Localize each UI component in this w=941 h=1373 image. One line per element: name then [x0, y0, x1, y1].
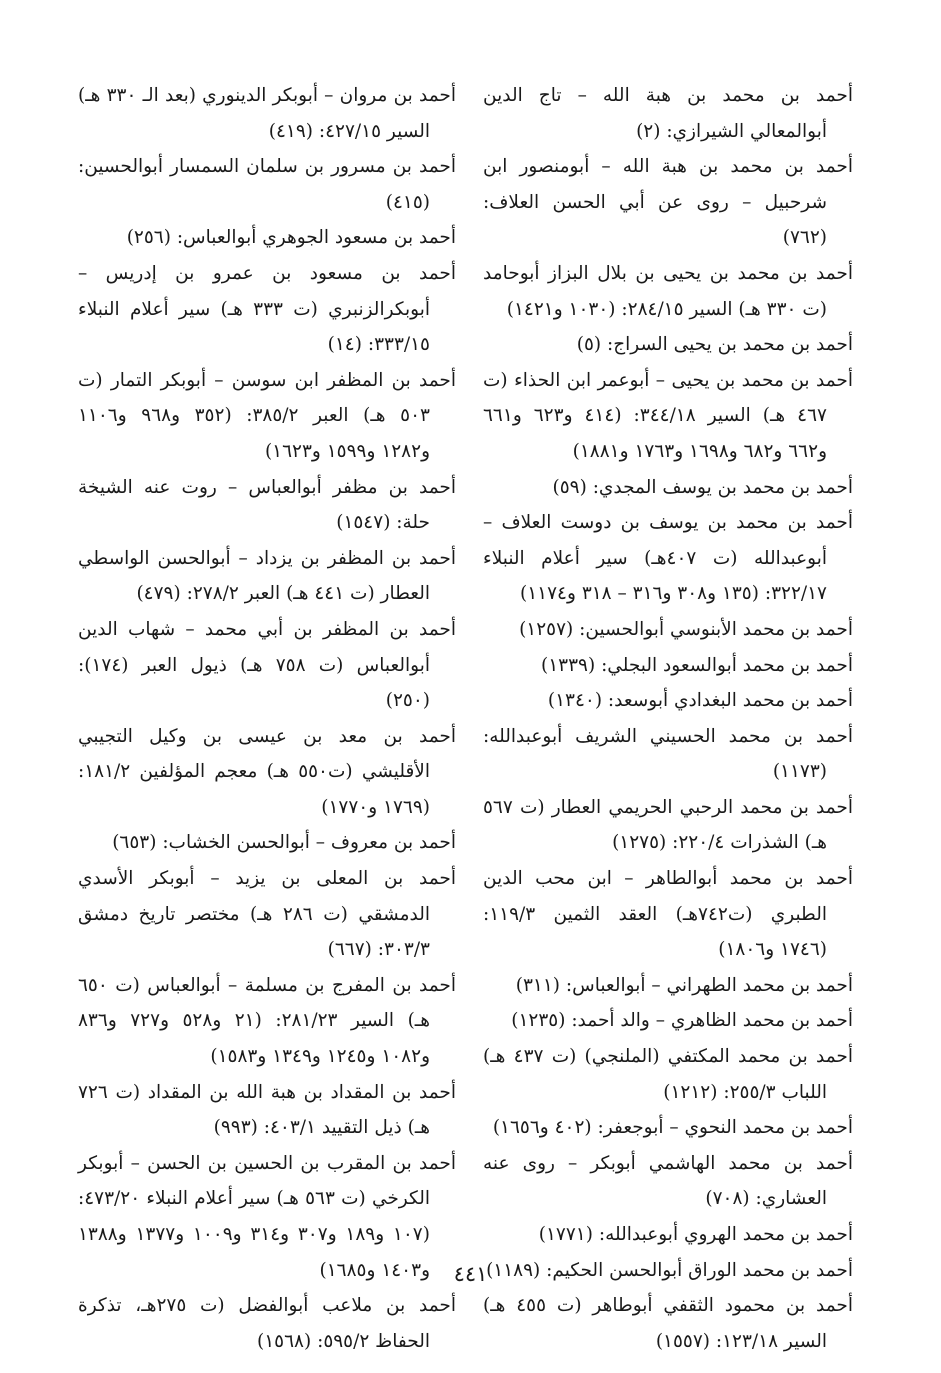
index-entry: أحمد بن المظفر بن يزداد – أبوالحسن الواسطي العطار (ت ٤٤١ هـ) العبر ٢٧٨/٢: (٤٧٩) — [78, 547, 456, 605]
index-entry: أحمد بن محمد الوراق أبوالحسن الحكيم: (١١٨٩) — [486, 1259, 853, 1281]
page-number: ٤٤١ — [453, 1262, 488, 1286]
index-entry: أحمد بن محمد بن يحيى – أبوعمر ابن الحذاء (ت ٤٦٧ هـ) السير ٣٤٤/١٨: (٤١٤ و٦٢٣ و٦٦١ و٦٦٢ و٦٨٢ و١٦٩٨ و١٧٦٣ و١٨٨١) — [483, 369, 853, 462]
index-entry: أحمد بن محمد بن يوسف بن دوست العلاف – أبوعبدالله (ت ٤٠٧هـ) سير أعلام النبلاء ٣٢٢/١٧: (١٣٥ و٣٠٨ و٣١٦ – ٣١٨ و١١٧٤) — [483, 512, 853, 605]
index-entry: أحمد بن محمد بن هبة الله – تاج الدين أبوالمعالي الشيرازي: (٢) — [483, 85, 853, 142]
index-entry: أحمد بن مظفر أبوالعباس – روت عنه الشيخة حلة: (١٥٤٧) — [78, 476, 456, 534]
index-entry: أحمد بن ملاعب أبوالفضل (ت ٢٧٥هـ، تذكرة الحفاظ ٥٩٥/٢: (١٥٦٨) — [78, 1295, 456, 1352]
index-entry: أحمد بن محمد النحوي – أبوجعفر: (٤٠٢ و١٦٥٦) — [492, 1117, 853, 1139]
index-entry: أحمد بن مسعود الجوهري أبوالعباس: (٢٥٦) — [126, 227, 456, 249]
index-entry: أحمد بن محمد الظاهري – والد أحمد: (١٢٣٥) — [511, 1010, 853, 1032]
index-entry: أحمد بن معد بن عيسى بن وكيل التجيبي الأقليشي (ت٥٥٠ هـ) معجم المؤلفين ١٨١/٢: (١٧٦٩ و١٧٧٠) — [78, 725, 456, 818]
index-entry: أحمد بن معروف – أبوالحسن الخشاب: (٦٥٣) — [112, 832, 456, 854]
index-entry: أحمد بن محمد الهروي أبوعبدالله: (١٧٧١) — [538, 1224, 853, 1245]
index-entry: أحمد بن المقرب بن الحسين بن الحسن – أبوبكر الكرخي (ت ٥٦٣ هـ) سير أعلام النبلاء ٤٧٣/٢٠: (١٠٧ و١٨٩ و٣٠٧ و٣١٤ و١٠٠٩ و١٣٧٧ و١٣٨٨ و١٤٠٣ و١٦٨٥) — [78, 1152, 456, 1281]
index-entry: أحمد بن محمد بن يحيى السراج: (٥) — [576, 334, 853, 356]
index-entry: أحمد بن محمد الحسيني الشريف أبوعبدالله: (١١٧٣) — [483, 725, 853, 783]
index-entry: أحمد بن مروان – أبوبكر الدينوري (بعد الـ ٣٣٠ هـ) السير ٤٢٧/١٥: (٤١٩) — [78, 85, 456, 142]
index-entry: أحمد بن المعلى بن يزيد – أبوبكر الأسدي الدمشقي (ت ٢٨٦ هـ) مختصر تاريخ دمشق ٣٠٣/٣: (٦٦٧) — [78, 868, 456, 961]
index-entry: أحمد بن محمد الأبنوسي أبوالحسين: (١٢٥٧) — [519, 618, 853, 640]
index-entry: أحمد بن مسعود بن عمرو بن إدريس – أبوبكرالزنبري (ت ٣٣٣ هـ) سير أعلام النبلاء ٣٣٣/١٥: (١٤) — [78, 262, 456, 356]
index-entry: أحمد بن محمد الرحبي الحريمي العطار (ت ٥٦٧ هـ) الشذرات ٢٢٠/٤: (١٢٧٥) — [483, 796, 853, 854]
index-entry: أحمد بن محمد بن هبة الله – أبومنصور ابن شرحبيل – روى عن أبي الحسن العلاف: (٧٦٢) — [483, 156, 853, 249]
index-entry: أحمد بن مسرور بن سلمان السمسار أبوالحسين: (٤١٥) — [78, 156, 456, 213]
index-entry: أحمد بن محمد بن يحيى بن بلال البزاز أبوحامد (ت ٣٣٠ هـ) السير ٢٨٤/١٥: (١٠٣٠ و١٤٢١) — [483, 262, 853, 320]
index-entry: أحمد بن محمد أبوالطاهر – ابن محب الدين الطبري (ت٧٤٢هـ) العقد الثمين ١١٩/٣: (١٧٤٦ و١٨٠٦) — [483, 868, 853, 961]
index-entry: أحمد بن محمد أبوالسعود البجلي: (١٣٣٩) — [541, 654, 853, 676]
index-entry: أحمد بن محمد الطهراني – أبوالعباس: (٣١١) — [515, 974, 853, 996]
index-entry: أحمد بن محمود الثقفي أبوطاهر (ت ٤٥٥ هـ) السير ١٢٣/١٨: (١٥٥٧) — [483, 1295, 854, 1352]
index-entry: أحمد بن المظفر ابن سوسن – أبوبكر التمار (ت ٥٠٣ هـ) العبر ٣٨٥/٢: (٣٥٢ و٩٦٨ و١١٠٦ و١٢٨٢ و١٥٩٩ و١٦٢٣) — [78, 369, 456, 462]
index-entry: أحمد بن محمد الهاشمي أبوبكر – روى عنه العشاري: (٧٠٨) — [483, 1152, 853, 1210]
index-column-right — [483, 78, 853, 1359]
index-entry: أحمد بن المقداد بن هبة الله بن المقداد (ت ٧٢٦ هـ) ذيل التقييد ٤٠٣/١: (٩٩٣) — [78, 1081, 456, 1139]
index-entry: أحمد بن المفرج بن مسلمة – أبوالعباس (ت ٦٥٠ هـ) السير ٢٨١/٢٣: (٢١ و٥٢٨ و٧٢٧ و٨٣٦ و١٠٨٢ و١٢٤٥ و١٣٤٩ و١٥٨٣) — [78, 974, 456, 1068]
index-entry: أحمد بن محمد بن يوسف المجدي: (٥٩) — [552, 476, 853, 498]
index-entry: أحمد بن محمد البغدادي أبوسعد: (١٣٤٠) — [547, 690, 853, 712]
index-column-left — [78, 78, 456, 1359]
index-entry: أحمد بن محمد المكتفي (الملنجي) (ت ٤٣٧ هـ) اللباب ٢٥٥/٣: (١٢١٢) — [483, 1046, 853, 1103]
index-entry: أحمد بن المظفر بن أبي محمد – شهاب الدين أبوالعباس (ت ٧٥٨ هـ) ذيول العبر (١٧٤): (٢٥٠) — [78, 618, 456, 712]
